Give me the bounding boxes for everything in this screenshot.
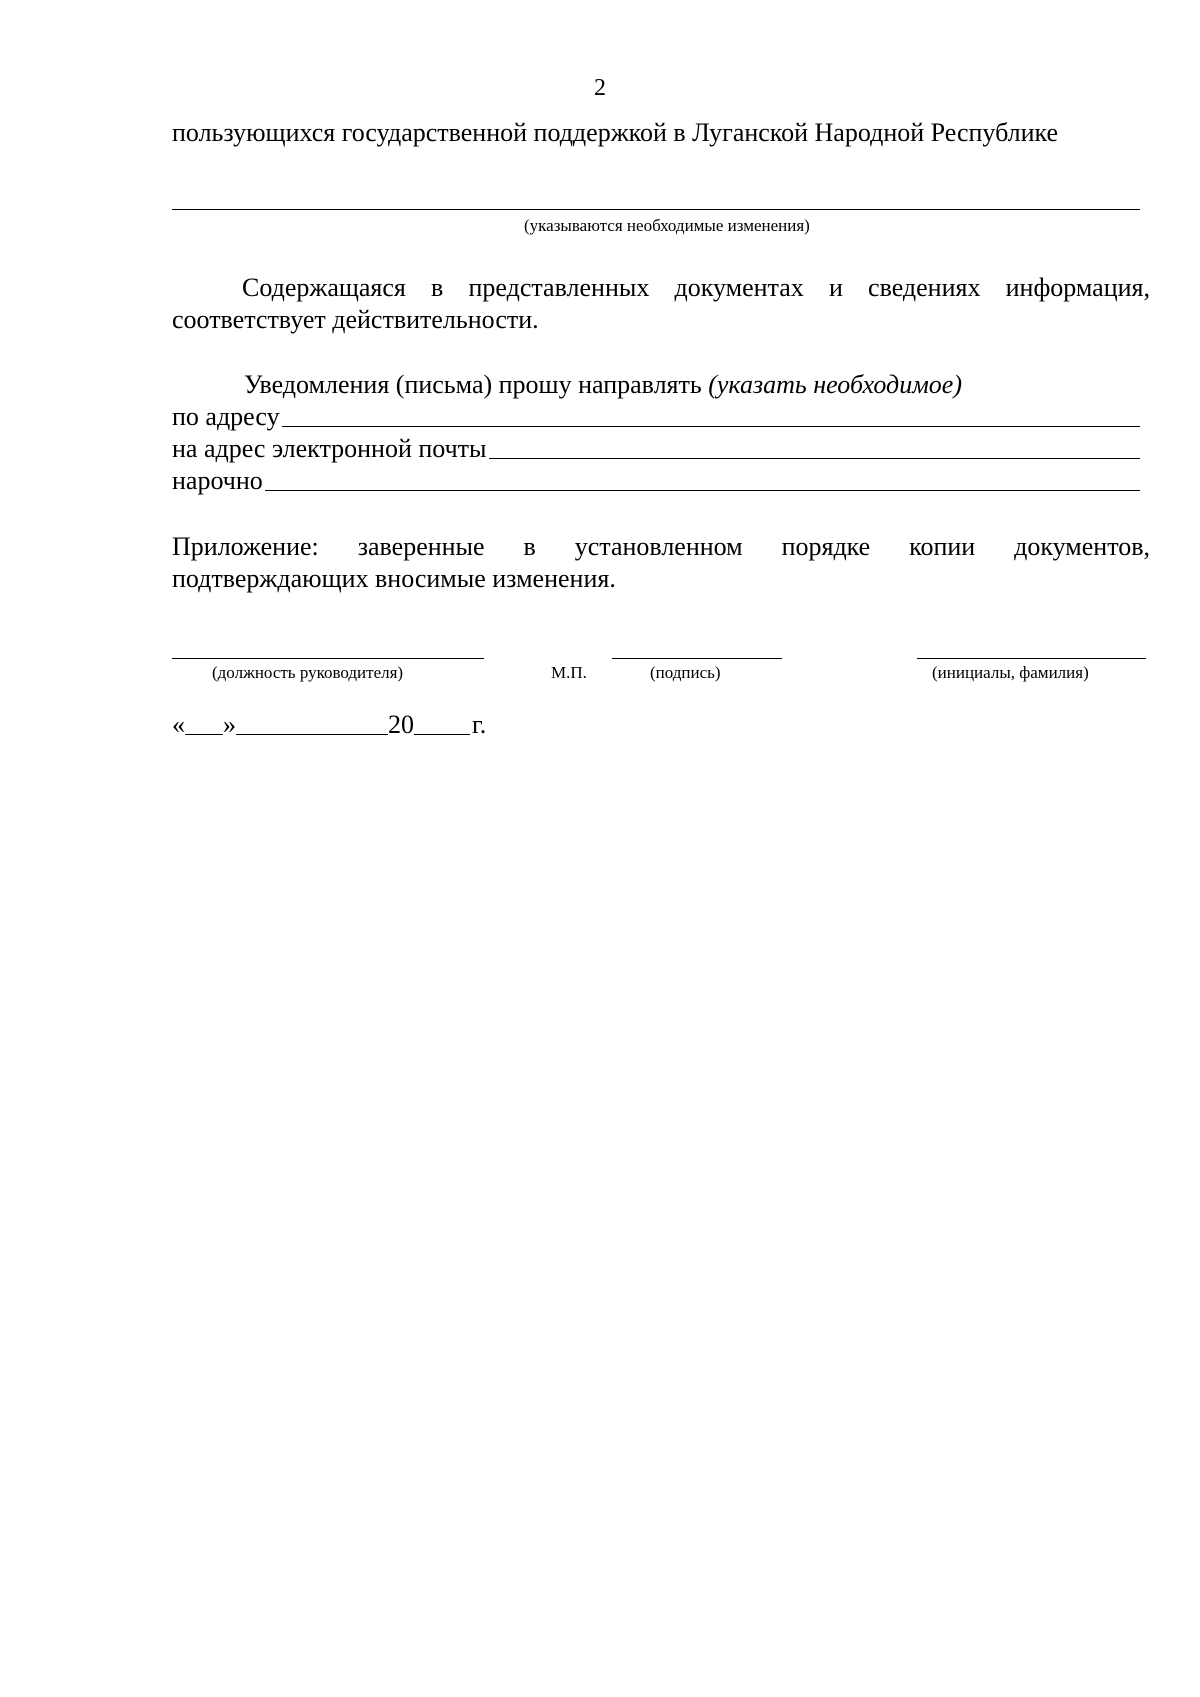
confirmation-line-1: Содержащаяся в представленных документах и сведениях информация, bbox=[242, 273, 1150, 302]
day-blank[interactable] bbox=[185, 733, 223, 735]
year-suffix: г. bbox=[472, 710, 487, 739]
attachment-line-2: подтверждающих вносимые изменения. bbox=[172, 564, 616, 593]
name-signature-line[interactable] bbox=[917, 658, 1146, 659]
changes-underline bbox=[172, 209, 1140, 210]
email-label: на адрес электронной почты bbox=[172, 434, 487, 463]
confirmation-line-2: соответствует действительности. bbox=[172, 305, 539, 334]
address-field[interactable] bbox=[172, 400, 1140, 432]
notifications-intro-text: Уведомления (письма) прошу направлять bbox=[244, 370, 709, 399]
year-blank[interactable] bbox=[414, 733, 470, 735]
notifications-intro-italic: (указать необходимое) bbox=[708, 370, 963, 399]
position-caption: (должность руководителя) bbox=[212, 663, 404, 682]
address-fill-line[interactable] bbox=[282, 426, 1140, 427]
changes-caption: (указываются необходимые изменения) bbox=[524, 216, 810, 235]
month-blank[interactable] bbox=[236, 733, 388, 735]
date-field[interactable] bbox=[172, 710, 486, 740]
notifications-intro bbox=[244, 370, 962, 400]
by-hand-field[interactable] bbox=[172, 464, 1140, 496]
position-signature-line[interactable] bbox=[172, 658, 484, 659]
email-field[interactable] bbox=[172, 432, 1140, 464]
email-fill-line[interactable] bbox=[489, 458, 1140, 459]
page-number: 2 bbox=[594, 75, 606, 101]
signature-line[interactable] bbox=[612, 658, 782, 659]
signature-caption: (подпись) bbox=[650, 663, 721, 682]
by-hand-label: нарочно bbox=[172, 466, 263, 495]
header-line: пользующихся государственной поддержкой в Луганской Народной Республике bbox=[172, 118, 1059, 147]
date-open-quote: « bbox=[172, 710, 185, 739]
date-century: 20 bbox=[388, 710, 414, 739]
name-caption: (инициалы, фамилия) bbox=[932, 663, 1089, 682]
date-close-quote: » bbox=[223, 710, 236, 739]
by-hand-fill-line[interactable] bbox=[265, 490, 1140, 491]
stamp-caption: М.П. bbox=[551, 663, 587, 682]
attachment-line-1: Приложение: заверенные в установленном порядке копии документов, bbox=[172, 532, 1150, 561]
address-label: по адресу bbox=[172, 402, 280, 431]
